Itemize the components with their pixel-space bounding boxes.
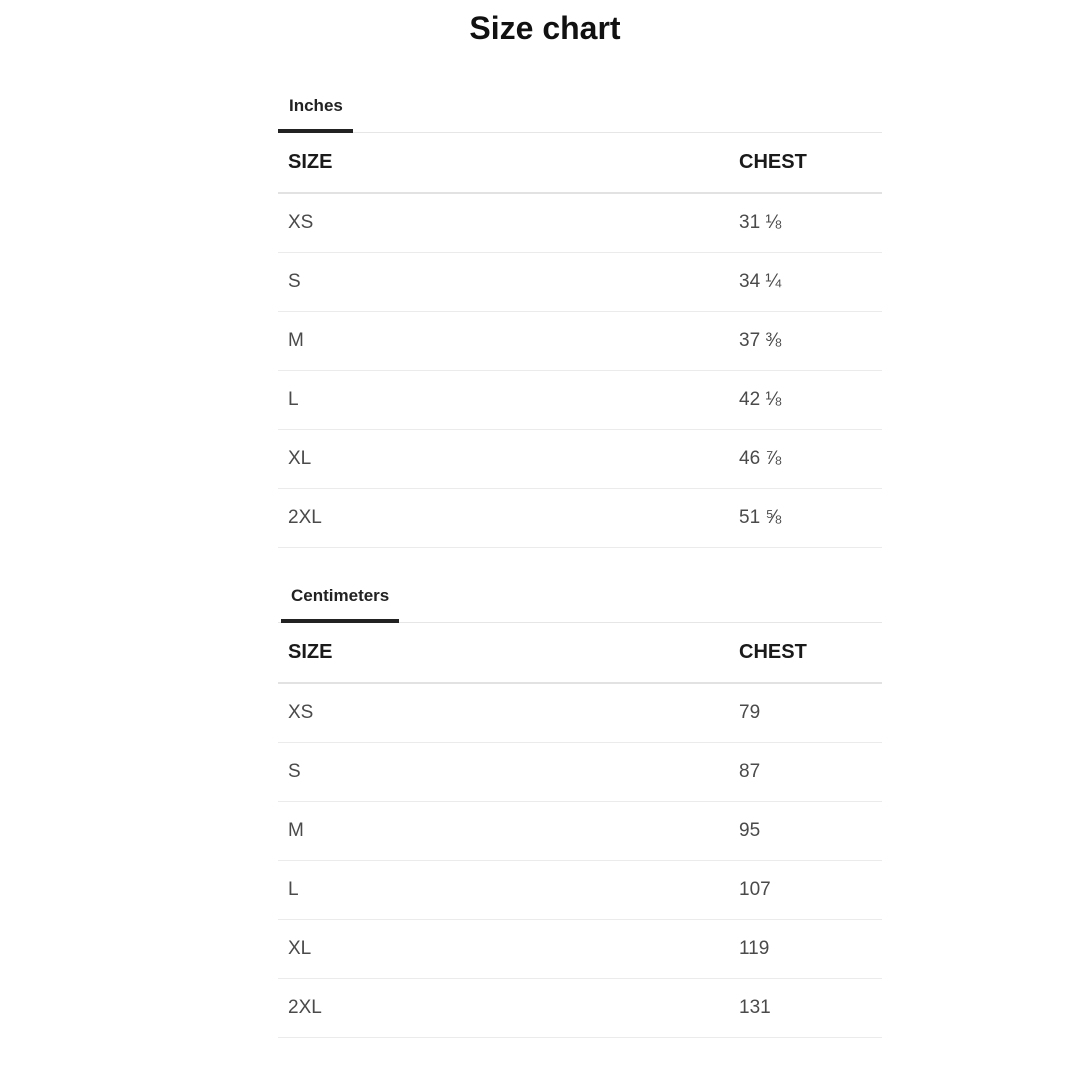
table-row [278, 979, 882, 1038]
size-cell: L [288, 389, 299, 410]
table-row [278, 684, 882, 743]
page-title: Size chart [469, 10, 621, 46]
size-cell: M [288, 330, 304, 351]
table-row [278, 371, 882, 430]
size-cell: XL [288, 938, 312, 959]
chest-cell: 119 [739, 938, 770, 959]
size-table-inches [278, 133, 882, 548]
tab-centimeters[interactable]: Centimeters [281, 576, 399, 623]
chest-cell: 42 ⅛ [739, 389, 782, 410]
unit-tab-bar [278, 84, 882, 133]
column-header-chest: CHEST [739, 641, 807, 663]
table-row [278, 920, 882, 979]
table-header-row [278, 623, 882, 684]
column-header-size: SIZE [288, 151, 333, 173]
size-cell: 2XL [288, 997, 322, 1018]
table-row [278, 194, 882, 253]
tab-inches[interactable]: Inches [278, 86, 353, 133]
inches-section [278, 84, 882, 548]
table-header-row [278, 133, 882, 194]
size-cell: S [288, 271, 301, 292]
table-row [278, 312, 882, 371]
unit-tab-bar [278, 574, 882, 623]
size-cell: M [288, 820, 304, 841]
size-cell: XS [288, 212, 314, 233]
chest-cell: 131 [739, 997, 771, 1018]
size-cell: XL [288, 448, 312, 469]
chest-cell: 34 ¼ [739, 271, 782, 292]
chest-cell: 87 [739, 761, 761, 782]
chest-cell: 31 ⅛ [739, 212, 782, 233]
centimeters-section [278, 574, 882, 1038]
size-cell: 2XL [288, 507, 322, 528]
chest-cell: 107 [739, 879, 771, 900]
table-row [278, 802, 882, 861]
table-row [278, 253, 882, 312]
size-cell: S [288, 761, 301, 782]
column-header-size: SIZE [288, 641, 333, 663]
chest-cell: 37 ⅜ [739, 330, 782, 351]
chest-cell: 51 ⅝ [739, 507, 782, 528]
table-row [278, 489, 882, 548]
size-cell: L [288, 879, 299, 900]
size-table-centimeters [278, 623, 882, 1038]
chest-cell: 95 [739, 820, 761, 841]
table-row [278, 861, 882, 920]
table-row [278, 743, 882, 802]
chest-cell: 79 [739, 702, 761, 723]
table-row [278, 430, 882, 489]
size-cell: XS [288, 702, 314, 723]
column-header-chest: CHEST [739, 151, 807, 173]
chest-cell: 46 ⅞ [739, 448, 782, 469]
